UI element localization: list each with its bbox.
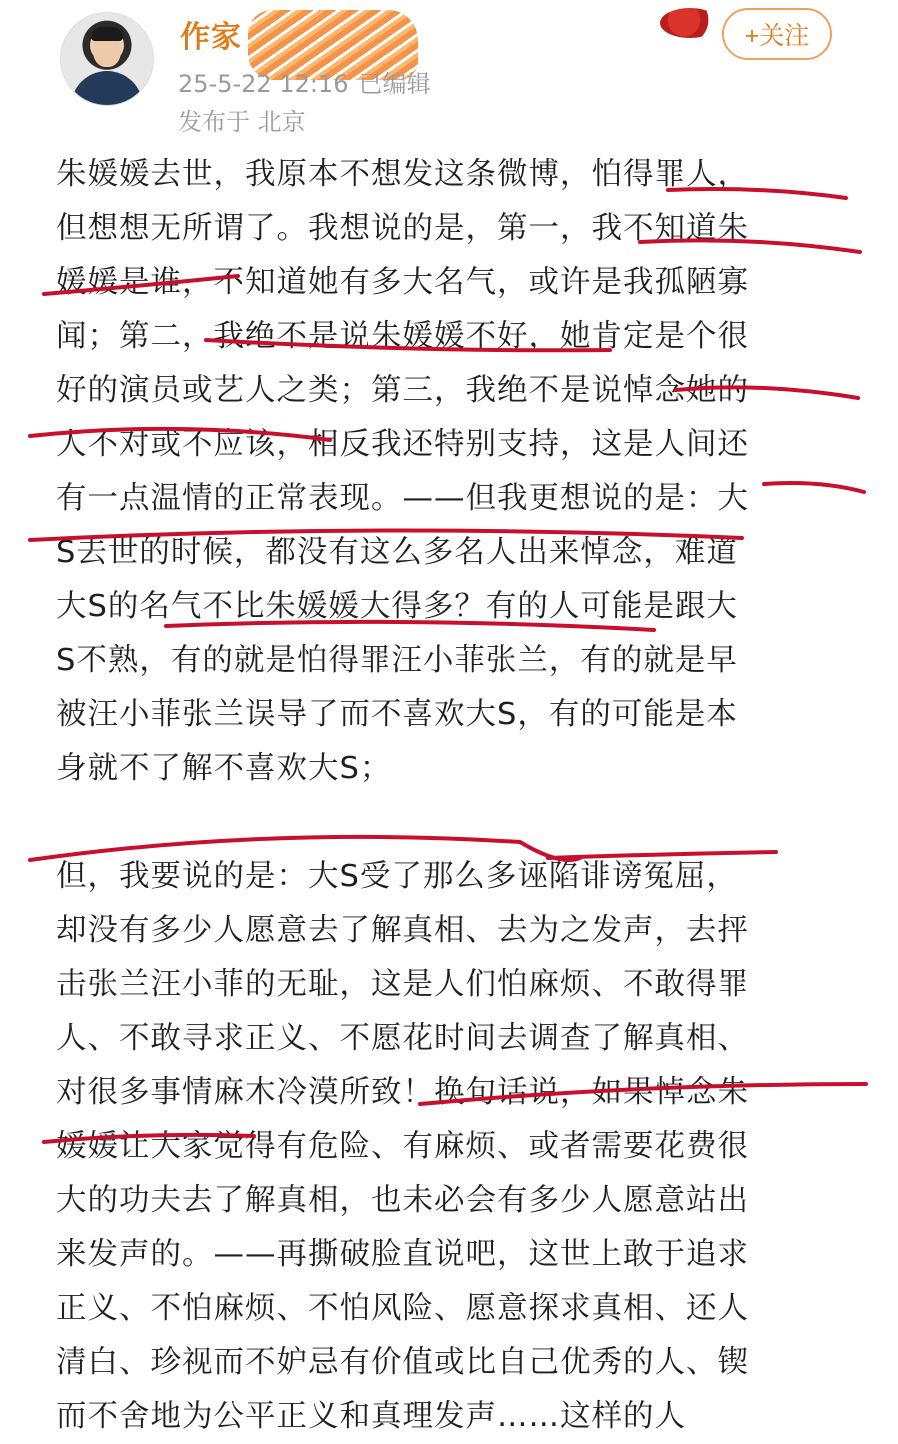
post-header (0, 0, 898, 150)
author-name[interactable]: 作家 (180, 20, 242, 55)
post-paragraph-1: 朱媛媛去世，我原本不想发这条微博，怕得罪人， 但想想无所谓了。我想说的是，第一，我不知道朱 媛媛是谁，不知道她有多大名气，或许是我孤陋寡 闻；第二，我绝不是说朱媛媛不好，她肯定是个很 好的演员或艺人之类；第三，我绝不是说悼念她的 人不对或不应该，相反我还特别支持，这是人间还 有一点温情的正常表现。——但我更想说的是：大 S去世的时候，都没有这么多名人出来悼念，难道 大S的名气不比朱媛媛大得多？有的人可能是跟大 S不熟，有的就是怕得罪汪小菲张兰，有的就是早 被汪小菲张兰误导了而不喜欢大S，有的可能是本 身就不了解不喜欢大S； (56, 157, 749, 786)
edited-label: 已编辑 (358, 70, 431, 98)
post-paragraph-2: 但，我要说的是：大S受了那么多诬陷诽谤冤屈， 却没有多少人愿意去了解真相、去为之发声，去抨 击张兰汪小菲的无耻，这是人们怕麻烦、不敢得罪 人、不敢寻求正义、不愿花时间去调查了解真相、 对很多事情麻木冷漠所致！换句话说，如果悼念朱 媛媛让大家觉得有危险、有麻烦、或者需要花费很 大的功夫去了解真相，也未必会有多少人愿意站出 来发声的。——再撕破脸直说吧，这世上敢于追求 正义、不怕麻烦、不怕风险、愿意探求真相、还人 清白、珍视而不妒忌有价值或比自己优秀的人、锲 而不舍地为公平正义和真理发声……这样的人 (56, 859, 749, 1434)
timestamp-text: 25-5-22 12:16 (178, 70, 349, 98)
avatar-shirt (71, 71, 143, 106)
badge-icon (660, 8, 720, 38)
post-location: 发布于 北京 (178, 108, 306, 136)
post-content (56, 148, 856, 1444)
follow-button[interactable]: +关注 (722, 8, 832, 60)
post-timestamp (178, 64, 430, 99)
author-avatar[interactable] (60, 12, 154, 106)
avatar-hair (91, 27, 123, 41)
